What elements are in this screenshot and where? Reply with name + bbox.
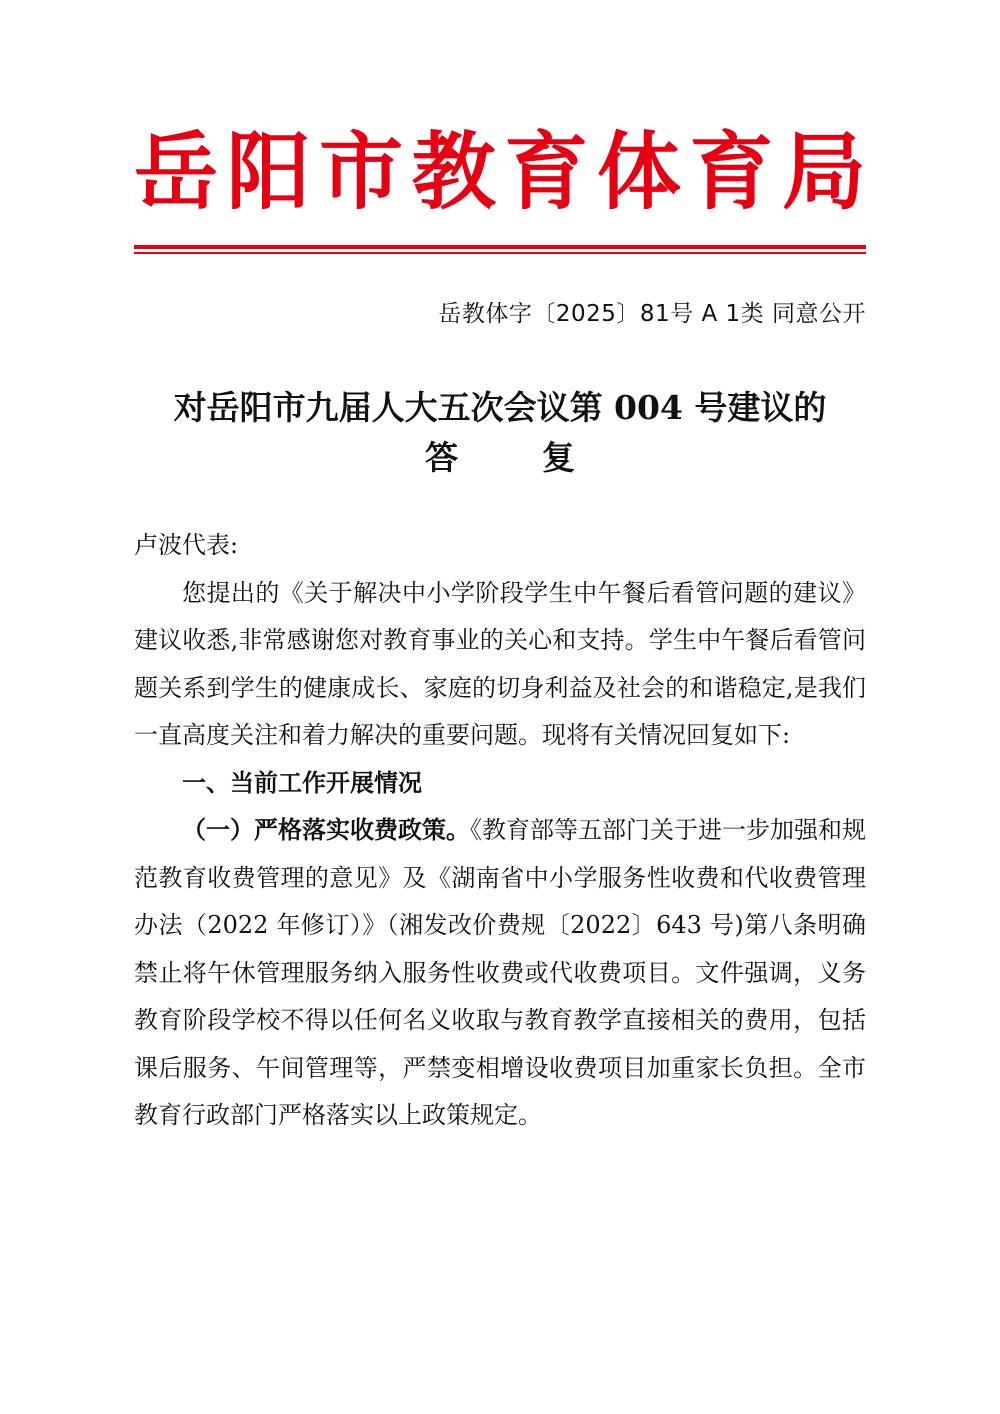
masthead-char: 体 [596,122,681,221]
title-line-2: 答复 [425,438,659,477]
issuing-authority-masthead [134,122,866,222]
document-body [134,522,866,1140]
red-divider-thin [134,252,866,254]
masthead-char: 育 [504,122,589,221]
subsection-paragraph [134,807,866,1140]
masthead-char: 育 [689,122,774,221]
masthead-char: 阳 [226,122,311,221]
subsection-heading: （一）严格落实收费政策。 [182,816,470,844]
salutation: 卢波代表: [134,531,239,559]
subsection-text: 《教育部等五部门关于进一步加强和规范教育收费管理的意见》及《湖南省中小学服务性收费和代收费管理办法（2022 年修订）》（湘发改价费规〔2022〕643 号)第八条明确禁止将午休管理服务纳入服务性收费或代收费项目。文件强调，义务教育阶段学校不得以任何名义收取与教育教学直接相关的费用，包括课后服务、午间管理等，严禁变相增设收费项目加重家长负担。全市教育行政部门严格落实以上政策规定。 [134,816,866,1129]
masthead-char: 教 [411,122,496,221]
masthead-char: 市 [319,122,404,221]
document-number: 岳教体字〔2025〕81号 A 1类 同意公开 [438,301,866,327]
document-title [134,383,866,483]
intro-paragraph: 您提出的《关于解决中小学阶段学生中午餐后看管问题的建议》建议收悉,非常感谢您对教育事业的关心和支持。学生中午餐后看管问题关系到学生的健康成长、家庭的切身利益及社会的和谐稳定,是我们一直高度关注和着力解决的重要问题。现将有关情况回复如下: [134,578,866,749]
red-divider-thick [134,245,866,249]
masthead-char: 岳 [134,122,219,221]
title-line-1: 对岳阳市九届人大五次会议第 004 号建议的 [173,388,827,427]
section-heading: 一、当前工作开展情况 [182,768,422,797]
masthead-char: 局 [781,122,866,221]
